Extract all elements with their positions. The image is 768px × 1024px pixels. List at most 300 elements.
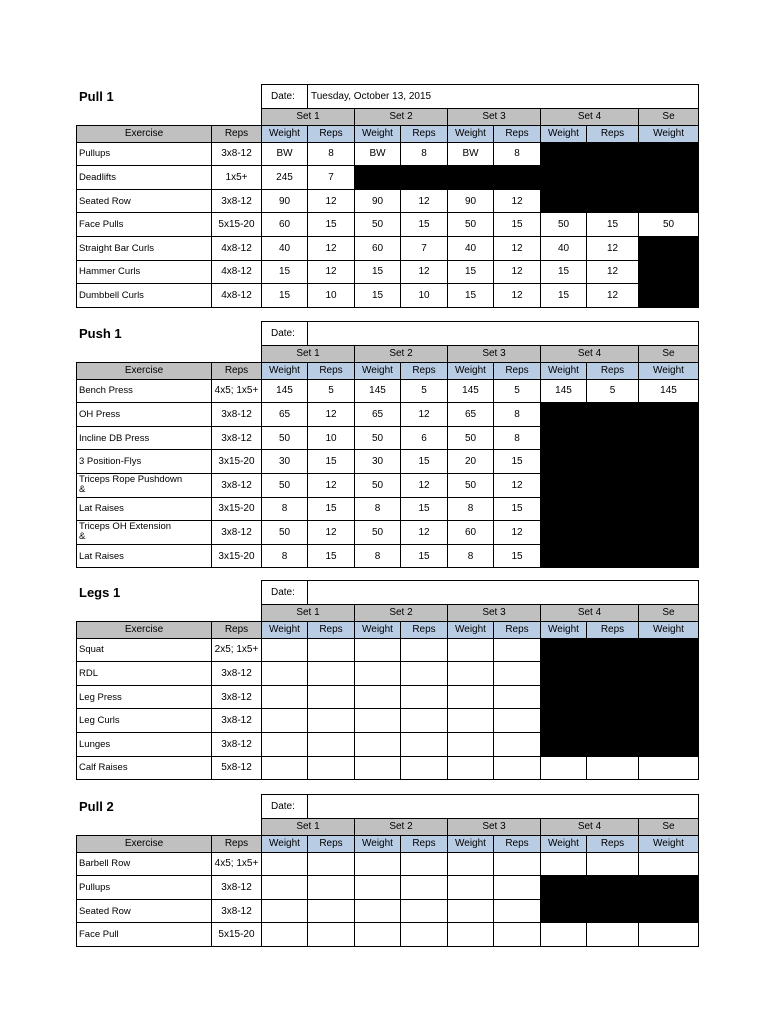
reps-scheme: 3x8-12 <box>212 403 262 427</box>
weight-cell[interactable]: 40 <box>541 236 587 260</box>
weight-cell[interactable]: 50 <box>262 521 308 545</box>
weight-cell[interactable]: 50 <box>355 213 401 237</box>
blocked-cell <box>639 260 699 284</box>
reps-scheme: 3x8-12 <box>212 876 262 900</box>
weight-cell[interactable]: 145 <box>448 379 494 403</box>
reps-cell[interactable]: 7 <box>401 236 448 260</box>
weight-cell[interactable] <box>355 732 401 756</box>
weight-header: Weight <box>262 621 308 638</box>
section-title: Push 1 <box>79 326 122 341</box>
reps-cell[interactable] <box>308 756 355 780</box>
weight-cell[interactable] <box>541 756 587 780</box>
weight-cell[interactable]: 90 <box>355 189 401 213</box>
workout-table <box>76 84 699 308</box>
reps-cell[interactable] <box>494 852 541 876</box>
date-field[interactable] <box>308 581 699 605</box>
weight-cell[interactable] <box>262 732 308 756</box>
weight-cell[interactable]: 50 <box>355 521 401 545</box>
exercise-row <box>77 166 699 190</box>
reps-cell[interactable] <box>401 732 448 756</box>
weight-cell[interactable] <box>262 899 308 923</box>
reps-cell[interactable]: 12 <box>587 284 639 308</box>
set-header: Set 2 <box>355 345 448 362</box>
weight-cell[interactable]: 90 <box>262 189 308 213</box>
workout-table <box>76 580 699 780</box>
reps-cell[interactable] <box>401 876 448 900</box>
blocked-cell <box>541 876 587 900</box>
reps-cell[interactable] <box>308 732 355 756</box>
set-header-row <box>77 108 699 125</box>
weight-cell[interactable]: 20 <box>448 450 494 474</box>
blocked-cell <box>541 189 587 213</box>
weight-cell[interactable]: BW <box>448 142 494 166</box>
reps-cell[interactable]: 7 <box>308 166 355 190</box>
reps-header: Reps <box>308 125 355 142</box>
weight-cell[interactable] <box>262 662 308 686</box>
reps-cell[interactable]: 12 <box>308 403 355 427</box>
weight-cell[interactable] <box>541 923 587 947</box>
set-header: Set 3 <box>448 345 541 362</box>
exercise-name: OH Press <box>77 403 212 427</box>
weight-cell[interactable]: 50 <box>355 426 401 450</box>
reps-cell[interactable] <box>494 732 541 756</box>
blocked-cell <box>448 166 494 190</box>
reps-cell[interactable] <box>494 685 541 709</box>
blocked-cell <box>639 732 699 756</box>
exercise-name-line: Triceps Rope Pushdown <box>79 474 183 486</box>
weight-cell[interactable]: 50 <box>355 473 401 497</box>
set-header: Set 1 <box>262 108 355 125</box>
exercise-row <box>77 213 699 237</box>
weight-header: Weight <box>355 621 401 638</box>
weight-cell[interactable]: 50 <box>448 213 494 237</box>
weight-cell[interactable] <box>262 638 308 662</box>
weight-cell[interactable] <box>355 899 401 923</box>
weight-cell[interactable]: 50 <box>448 426 494 450</box>
exercise-row <box>77 189 699 213</box>
weight-cell[interactable] <box>262 876 308 900</box>
weight-cell[interactable]: 8 <box>448 544 494 568</box>
reps-cell[interactable] <box>401 756 448 780</box>
weight-cell[interactable]: 60 <box>355 236 401 260</box>
set-header: Se <box>639 345 699 362</box>
weight-header: Weight <box>541 125 587 142</box>
set-header: Set 3 <box>448 108 541 125</box>
weight-cell[interactable] <box>355 685 401 709</box>
set-header-row <box>77 604 699 621</box>
weight-cell[interactable]: 145 <box>355 379 401 403</box>
date-field[interactable]: Tuesday, October 13, 2015 <box>308 85 699 109</box>
reps-cell[interactable]: 5 <box>494 379 541 403</box>
reps-cell[interactable]: 12 <box>401 403 448 427</box>
reps-cell[interactable] <box>494 709 541 733</box>
reps-cell[interactable] <box>587 756 639 780</box>
reps-cell[interactable]: 12 <box>494 189 541 213</box>
weight-cell[interactable] <box>448 923 494 947</box>
weight-cell[interactable]: 15 <box>541 260 587 284</box>
weight-cell[interactable] <box>448 709 494 733</box>
exercise-name: Lunges <box>77 732 212 756</box>
reps-cell[interactable]: 12 <box>587 236 639 260</box>
weight-cell[interactable] <box>355 756 401 780</box>
weight-cell[interactable]: 50 <box>262 473 308 497</box>
reps-cell[interactable]: 5 <box>308 379 355 403</box>
reps-cell[interactable] <box>401 899 448 923</box>
reps-scheme: 3x8-12 <box>212 662 262 686</box>
reps-cell[interactable]: 12 <box>308 236 355 260</box>
exercise-row <box>77 638 699 662</box>
weight-cell[interactable]: 15 <box>448 284 494 308</box>
weight-cell[interactable] <box>541 852 587 876</box>
reps-cell[interactable] <box>494 923 541 947</box>
blocked-cell <box>587 426 639 450</box>
weight-cell[interactable]: 60 <box>262 213 308 237</box>
workout-table <box>76 794 699 947</box>
reps-cell[interactable]: 15 <box>308 497 355 521</box>
exercise-name: Deadlifts <box>77 166 212 190</box>
reps-cell[interactable]: 10 <box>308 284 355 308</box>
reps-header: Reps <box>401 125 448 142</box>
set-header: Se <box>639 108 699 125</box>
reps-cell[interactable] <box>494 662 541 686</box>
reps-cell[interactable]: 12 <box>494 473 541 497</box>
blocked-cell <box>541 473 587 497</box>
exercise-name: Leg Press <box>77 685 212 709</box>
set-header: Set 4 <box>541 108 639 125</box>
exercise-name: Hammer Curls <box>77 260 212 284</box>
reps-cell[interactable] <box>308 662 355 686</box>
weight-cell[interactable]: 65 <box>448 403 494 427</box>
weight-header: Weight <box>639 362 699 379</box>
blocked-cell <box>587 638 639 662</box>
weight-cell[interactable]: 65 <box>262 403 308 427</box>
reps-cell[interactable]: 12 <box>401 260 448 284</box>
weight-cell[interactable]: 60 <box>448 521 494 545</box>
date-label: Date: <box>262 581 308 605</box>
weight-cell[interactable]: 65 <box>355 403 401 427</box>
reps-cell[interactable] <box>401 709 448 733</box>
section-title: Legs 1 <box>79 585 121 600</box>
weight-cell[interactable]: 40 <box>448 236 494 260</box>
blocked-cell <box>541 426 587 450</box>
date-field[interactable] <box>308 322 699 346</box>
weight-cell[interactable]: 245 <box>262 166 308 190</box>
exercise-row <box>77 732 699 756</box>
reps-header: Reps <box>308 362 355 379</box>
date-field[interactable] <box>308 795 699 819</box>
weight-cell[interactable] <box>355 638 401 662</box>
reps-scheme: 5x15-20 <box>212 923 262 947</box>
weight-cell[interactable] <box>448 685 494 709</box>
weight-cell[interactable] <box>448 756 494 780</box>
reps-scheme: 3x8-12 <box>212 189 262 213</box>
reps-cell[interactable]: 15 <box>308 544 355 568</box>
reps-cell[interactable] <box>494 899 541 923</box>
reps-cell[interactable]: 12 <box>494 236 541 260</box>
blocked-cell <box>494 166 541 190</box>
reps-cell[interactable]: 15 <box>308 450 355 474</box>
date-row <box>77 795 699 819</box>
reps-cell[interactable]: 15 <box>401 544 448 568</box>
weight-cell[interactable]: 30 <box>355 450 401 474</box>
weight-cell[interactable] <box>355 852 401 876</box>
weight-cell[interactable] <box>448 852 494 876</box>
reps-scheme: 3x8-12 <box>212 732 262 756</box>
blocked-cell <box>639 403 699 427</box>
blank-cell <box>77 322 262 346</box>
exercise-row <box>77 260 699 284</box>
blocked-cell <box>587 876 639 900</box>
blocked-cell <box>587 662 639 686</box>
blocked-cell <box>587 166 639 190</box>
set-header: Set 1 <box>262 604 355 621</box>
reps-header: Reps <box>494 362 541 379</box>
reps-scheme-header: Reps <box>212 835 262 852</box>
reps-cell[interactable] <box>308 852 355 876</box>
weight-header: Weight <box>448 835 494 852</box>
weight-cell[interactable]: 145 <box>262 379 308 403</box>
weight-header: Weight <box>262 362 308 379</box>
exercise-name: Face Pulls <box>77 213 212 237</box>
blocked-cell <box>639 638 699 662</box>
weight-cell[interactable]: 50 <box>262 426 308 450</box>
set-header: Set 4 <box>541 604 639 621</box>
weight-cell[interactable]: 15 <box>355 260 401 284</box>
blocked-cell <box>541 450 587 474</box>
reps-cell[interactable] <box>401 685 448 709</box>
blocked-cell <box>541 521 587 545</box>
reps-cell[interactable]: 6 <box>401 426 448 450</box>
exercise-name-line: & <box>79 531 86 543</box>
reps-cell[interactable] <box>494 876 541 900</box>
exercise-row <box>77 756 699 780</box>
reps-scheme: 5x8-12 <box>212 756 262 780</box>
reps-cell[interactable]: 8 <box>494 142 541 166</box>
reps-cell[interactable]: 15 <box>494 544 541 568</box>
reps-cell[interactable]: 15 <box>494 450 541 474</box>
blocked-cell <box>587 189 639 213</box>
exercise-name <box>77 473 212 497</box>
reps-cell[interactable]: 12 <box>308 260 355 284</box>
reps-cell[interactable]: 12 <box>401 473 448 497</box>
weight-cell[interactable] <box>262 685 308 709</box>
reps-cell[interactable]: 12 <box>494 521 541 545</box>
exercise-name: Dumbbell Curls <box>77 284 212 308</box>
date-row <box>77 322 699 346</box>
blocked-cell <box>541 544 587 568</box>
reps-header: Reps <box>494 621 541 638</box>
exercise-row <box>77 403 699 427</box>
weight-cell[interactable]: 50 <box>541 213 587 237</box>
weight-cell[interactable] <box>448 638 494 662</box>
reps-cell[interactable] <box>308 899 355 923</box>
weight-cell[interactable]: 40 <box>262 236 308 260</box>
reps-cell[interactable]: 15 <box>401 497 448 521</box>
date-row <box>77 85 699 109</box>
weight-cell[interactable] <box>639 756 699 780</box>
set-header: Se <box>639 818 699 835</box>
reps-cell[interactable]: 15 <box>401 213 448 237</box>
reps-cell[interactable] <box>494 638 541 662</box>
weight-cell[interactable] <box>448 662 494 686</box>
reps-cell[interactable]: 12 <box>494 284 541 308</box>
set-header: Set 1 <box>262 345 355 362</box>
date-label: Date: <box>262 85 308 109</box>
reps-cell[interactable]: 12 <box>587 260 639 284</box>
weight-header: Weight <box>541 362 587 379</box>
reps-cell[interactable]: 12 <box>308 521 355 545</box>
reps-scheme: 3x8-12 <box>212 709 262 733</box>
reps-cell[interactable]: 12 <box>308 189 355 213</box>
exercise-row <box>77 899 699 923</box>
weight-header: Weight <box>448 362 494 379</box>
weight-cell[interactable] <box>448 732 494 756</box>
exercise-name: RDL <box>77 662 212 686</box>
exercise-name-line: Triceps OH Extension <box>79 521 172 533</box>
reps-scheme: 3x15-20 <box>212 544 262 568</box>
weight-cell[interactable]: 50 <box>639 213 699 237</box>
reps-cell[interactable]: 8 <box>308 142 355 166</box>
reps-cell[interactable]: 15 <box>401 450 448 474</box>
reps-scheme: 4x5; 1x5+ <box>212 852 262 876</box>
weight-cell[interactable]: 145 <box>639 379 699 403</box>
weight-cell[interactable]: 15 <box>262 260 308 284</box>
reps-cell[interactable] <box>401 638 448 662</box>
exercise-row <box>77 497 699 521</box>
set-header: Set 2 <box>355 818 448 835</box>
weight-cell[interactable]: 90 <box>448 189 494 213</box>
blocked-cell <box>587 732 639 756</box>
weight-cell[interactable]: 8 <box>355 497 401 521</box>
set-header: Set 2 <box>355 604 448 621</box>
weight-cell[interactable] <box>355 923 401 947</box>
weight-cell[interactable] <box>448 876 494 900</box>
weight-cell[interactable] <box>355 709 401 733</box>
reps-cell[interactable]: 12 <box>401 521 448 545</box>
blocked-cell <box>639 544 699 568</box>
weight-cell[interactable] <box>448 899 494 923</box>
reps-cell[interactable]: 5 <box>587 379 639 403</box>
reps-cell[interactable] <box>494 756 541 780</box>
reps-cell[interactable]: 10 <box>401 284 448 308</box>
blank-cell <box>77 581 262 605</box>
weight-cell[interactable]: 8 <box>355 544 401 568</box>
weight-cell[interactable]: 50 <box>448 473 494 497</box>
reps-cell[interactable]: 12 <box>494 260 541 284</box>
reps-scheme: 4x5; 1x5+ <box>212 379 262 403</box>
blocked-cell <box>639 709 699 733</box>
blocked-cell <box>587 899 639 923</box>
weight-cell[interactable]: 8 <box>262 497 308 521</box>
reps-cell[interactable]: 12 <box>308 473 355 497</box>
weight-cell[interactable] <box>262 852 308 876</box>
reps-cell[interactable] <box>308 923 355 947</box>
reps-cell[interactable]: 8 <box>401 142 448 166</box>
weight-cell[interactable] <box>262 923 308 947</box>
reps-cell[interactable]: 15 <box>494 497 541 521</box>
column-header-row <box>77 362 699 379</box>
weight-cell[interactable] <box>355 662 401 686</box>
weight-cell[interactable]: 15 <box>541 284 587 308</box>
reps-cell[interactable]: 15 <box>587 213 639 237</box>
exercise-row <box>77 379 699 403</box>
weight-cell[interactable]: 15 <box>448 260 494 284</box>
reps-scheme-header: Reps <box>212 362 262 379</box>
reps-scheme: 3x8-12 <box>212 521 262 545</box>
weight-cell[interactable]: 8 <box>448 497 494 521</box>
weight-cell[interactable]: 15 <box>262 284 308 308</box>
blocked-cell <box>587 685 639 709</box>
section-title: Pull 2 <box>79 799 114 814</box>
blocked-cell <box>587 544 639 568</box>
weight-header: Weight <box>262 125 308 142</box>
reps-scheme: 4x8-12 <box>212 284 262 308</box>
weight-cell[interactable]: 8 <box>262 544 308 568</box>
weight-cell[interactable] <box>355 876 401 900</box>
weight-cell[interactable] <box>639 923 699 947</box>
blocked-cell <box>587 709 639 733</box>
weight-cell[interactable]: 145 <box>541 379 587 403</box>
set-header-row <box>77 345 699 362</box>
exercise-name: Squat <box>77 638 212 662</box>
weight-cell[interactable]: BW <box>355 142 401 166</box>
reps-cell[interactable] <box>587 852 639 876</box>
exercise-name: Pullups <box>77 142 212 166</box>
reps-cell[interactable] <box>308 685 355 709</box>
reps-cell[interactable]: 5 <box>401 379 448 403</box>
weight-cell[interactable]: 15 <box>355 284 401 308</box>
set-header: Set 3 <box>448 818 541 835</box>
reps-header: Reps <box>494 125 541 142</box>
weight-cell[interactable] <box>262 709 308 733</box>
exercise-name: Face Pull <box>77 923 212 947</box>
weight-header: Weight <box>639 621 699 638</box>
blocked-cell <box>541 638 587 662</box>
weight-cell[interactable] <box>262 756 308 780</box>
exercise-row <box>77 521 699 545</box>
exercise-row <box>77 709 699 733</box>
exercise-row <box>77 876 699 900</box>
blocked-cell <box>541 899 587 923</box>
reps-cell[interactable] <box>401 852 448 876</box>
weight-cell[interactable]: BW <box>262 142 308 166</box>
blocked-cell <box>401 166 448 190</box>
reps-scheme: 1x5+ <box>212 166 262 190</box>
reps-cell[interactable]: 15 <box>308 213 355 237</box>
reps-cell[interactable] <box>587 923 639 947</box>
reps-cell[interactable] <box>401 662 448 686</box>
blocked-cell <box>587 473 639 497</box>
reps-cell[interactable]: 8 <box>494 403 541 427</box>
reps-scheme: 3x15-20 <box>212 497 262 521</box>
weight-cell[interactable]: 30 <box>262 450 308 474</box>
reps-cell[interactable] <box>308 709 355 733</box>
reps-header: Reps <box>401 835 448 852</box>
reps-cell[interactable]: 8 <box>494 426 541 450</box>
column-header-row <box>77 621 699 638</box>
reps-cell[interactable] <box>308 876 355 900</box>
reps-cell[interactable] <box>308 638 355 662</box>
exercise-name: Bench Press <box>77 379 212 403</box>
weight-cell[interactable] <box>639 852 699 876</box>
set-header: Set 4 <box>541 818 639 835</box>
weight-header: Weight <box>541 835 587 852</box>
reps-cell[interactable]: 12 <box>401 189 448 213</box>
reps-cell[interactable] <box>401 923 448 947</box>
reps-cell[interactable]: 15 <box>494 213 541 237</box>
exercise-name: Calf Raises <box>77 756 212 780</box>
reps-cell[interactable]: 10 <box>308 426 355 450</box>
